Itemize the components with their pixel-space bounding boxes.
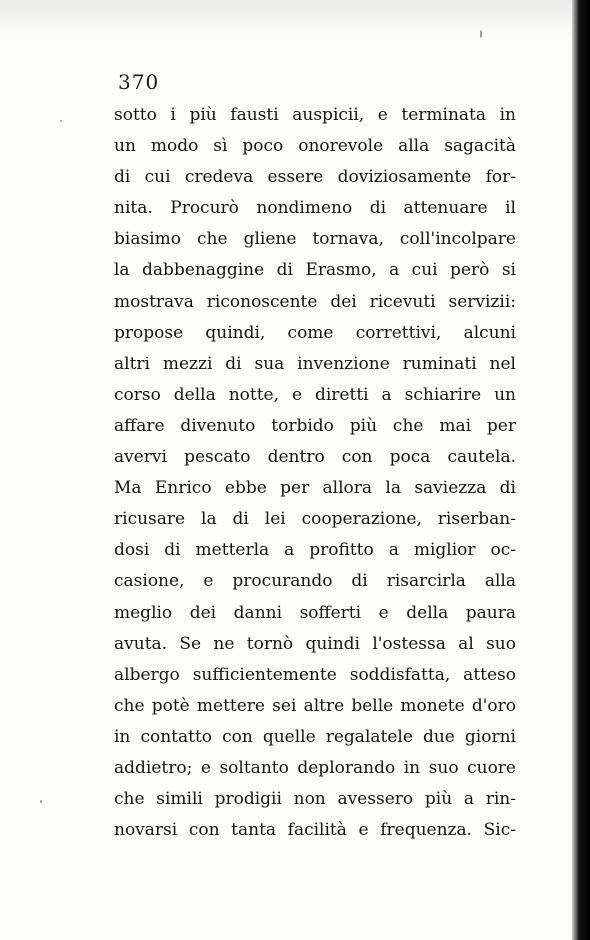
text-line: di cui credeva essere doviziosamente for- bbox=[114, 167, 516, 188]
text-line: avuta. Se ne tornò quindi l'ostessa al suo bbox=[114, 633, 516, 654]
text-line: in contatto con quelle regalatele due giorni bbox=[114, 726, 516, 747]
page-binding-edge bbox=[572, 0, 590, 940]
text-line: ricusare la di lei cooperazione, riserban- bbox=[114, 509, 516, 530]
body-text bbox=[114, 100, 516, 846]
text-line: biasimo che gliene tornava, coll'incolpare bbox=[114, 229, 516, 250]
text-line: che simili prodigii non avessero più a rin- bbox=[114, 789, 516, 810]
text-line: un modo sì poco onorevole alla sagacità bbox=[114, 136, 516, 157]
page-number: 370 bbox=[118, 70, 160, 94]
text-line: che potè mettere sei altre belle monete d'oro bbox=[114, 695, 516, 716]
text-line: affare divenuto torbido più che mai per bbox=[114, 415, 516, 436]
text-line: propose quindi, come correttivi, alcuni bbox=[114, 322, 516, 343]
text-line: corso della notte, e diretti a schiarire un bbox=[114, 384, 516, 405]
page-top-shadow bbox=[0, 0, 572, 38]
text-line: albergo sufficientemente soddisfatta, atteso bbox=[114, 664, 516, 685]
text-line: sotto i più fausti auspicii, e terminata in bbox=[114, 105, 516, 125]
text-line: altri mezzi di sua invenzione ruminati nel bbox=[114, 353, 516, 374]
paper-speck bbox=[40, 800, 42, 803]
text-line: meglio dei danni sofferti e della paura bbox=[114, 602, 516, 623]
text-line: casione, e procurando di risarcirla alla bbox=[114, 571, 516, 592]
text-line: nita. Procurò nondimeno di attenuare il bbox=[114, 198, 516, 219]
paper-speck bbox=[60, 120, 62, 122]
text-line: novarsi con tanta facilità e frequenza. Sic- bbox=[114, 820, 516, 841]
text-line: addietro; e soltanto deplorando in suo cuore bbox=[114, 757, 516, 778]
text-line: Ma Enrico ebbe per allora la saviezza di bbox=[114, 478, 516, 499]
text-line: la dabbenaggine di Erasmo, a cui però si bbox=[114, 260, 516, 281]
text-line: dosi di metterla a profitto a miglior oc- bbox=[114, 540, 516, 561]
text-line: avervi pescato dentro con poca cautela. bbox=[114, 447, 516, 468]
text-line: mostrava riconoscente dei ricevuti servizii: bbox=[114, 291, 516, 312]
paper-speck bbox=[480, 30, 482, 38]
